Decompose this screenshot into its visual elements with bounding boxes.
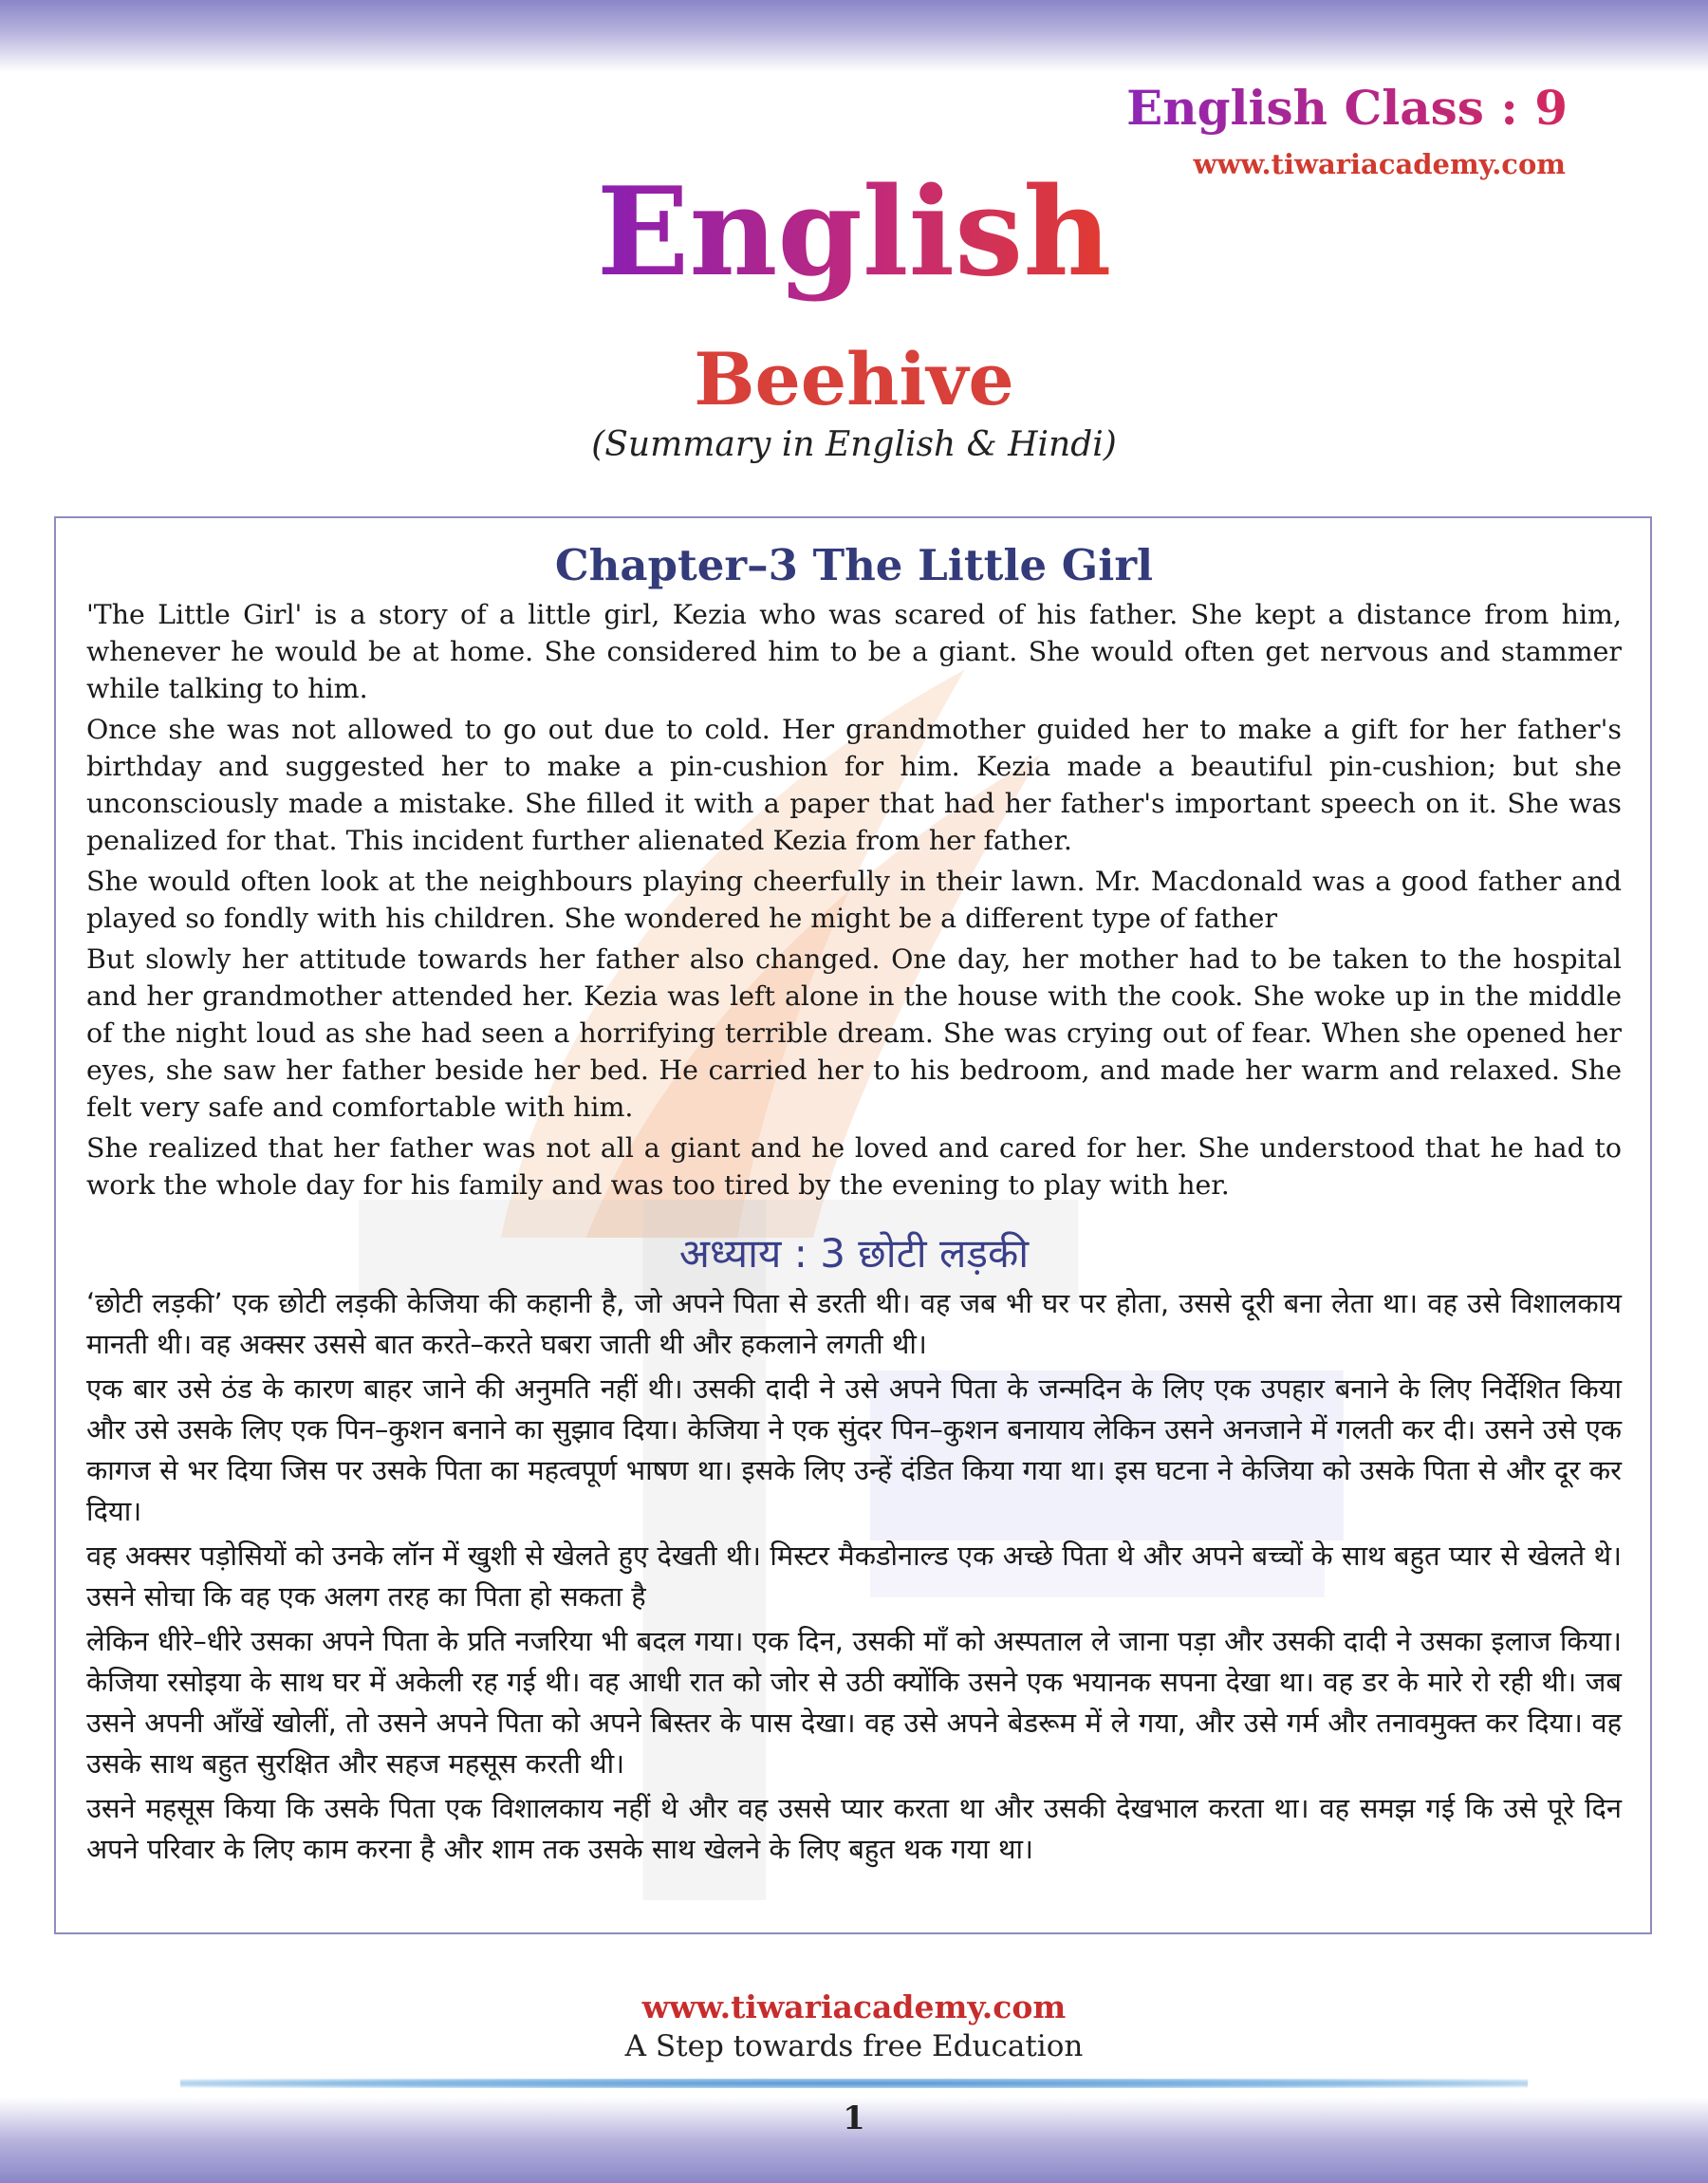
hindi-paragraph: वह अक्सर पड़ोसियों को उनके लॉन में खुशी से खेलते हुए देखती थी। मिस्टर मैकडोनाल्ड एक अच्छे पिता थे और अपने बच्चों के साथ बहुत प्यार से खेलते थे। उसने सोचा कि वह एक अलग तरह का पिता हो सकता है <box>86 1539 1622 1613</box>
page-number: 1 <box>843 2099 865 2137</box>
book-title: Beehive <box>694 337 1014 421</box>
subject-title-text: English <box>596 161 1112 304</box>
hindi-paragraph: लेकिन धीरे–धीरे उसका अपने पिता के प्रति नजरिया भी बदल गया। एक दिन, उसकी माँ को अस्पताल ले जाना पड़ा और उसकी दादी ने उसका इलाज किया। केजिया रसोइया के साथ घर में अकेली रह गई थी। वह आधी रात को जोर से उठी क्योंकि उसने एक भयानक सपना देखा था। वह डर के मारे रो रही थी। जब उसने अपनी आँखें खोलीं, तो उसने अपने पिता को अपने बिस्तर के पास देखा। वह उसे अपने बेडरूम में ले गया, और उसे गर्म और तनावमुक्त कर दिया। वह उसके साथ बहुत सुरक्षित और सहज महसूस करती थी। <box>86 1625 1622 1780</box>
summary-text-area <box>86 537 1622 1874</box>
class-label: English Class : 9 <box>1126 80 1568 136</box>
english-paragraph: She would often look at the neighbours playing cheerfully in their lawn. Mr. Macdonald was a good father and played so fondly with his children. She wondered he might be a different type of father <box>86 866 1622 934</box>
english-paragraph: But slowly her attitude towards her father also changed. One day, her mother had to be taken to the hospital and her grandmother attended her. Kezia was left alone in the house with the cook. She woke up in the middle of the night loud as she had seen a horrifying terrible dream. She was crying out of fear. When she opened her eyes, she saw her father beside her bed. He carried her to his bedroom, and made her warm and relaxed. She felt very safe and comfortable with him. <box>86 943 1622 1123</box>
hindi-paragraph: उसने महसूस किया कि उसके पिता एक विशालकाय नहीं थे और वह उससे प्यार करता था और उसकी देखभाल करता था। वह समझ गई कि उसे पूरे दिन अपने परिवार के लिए काम करना है और शाम तक उसके साथ खेलने के लिए बहुत थक गया था। <box>86 1792 1622 1865</box>
english-paragraph: She realized that her father was not all a giant and he loved and cared for her. She understood that he had to work the whole day for his family and was too tired by the evening to play with her. <box>86 1132 1622 1201</box>
footer-divider <box>180 2079 1528 2088</box>
summary-content-box <box>54 516 1652 1934</box>
subject-title <box>0 161 1708 304</box>
footer-tagline: A Step towards free Education <box>624 2029 1084 2063</box>
footer-website-link[interactable]: www.tiwariacademy.com <box>641 1988 1067 2025</box>
chapter-title: Chapter–3 The Little Girl <box>554 540 1154 590</box>
top-gradient-band <box>0 0 1708 72</box>
hindi-paragraph: एक बार उसे ठंड के कारण बाहर जाने की अनुमति नहीं थी। उसकी दादी ने उसे अपने पिता के जन्मदिन के लिए एक उपहार बनाने के लिए निर्देशित किया और उसे उसके लिए एक पिन–कुशन बनाने का सुझाव दिया। केजिया ने एक सुंदर पिन–कुशन बनायाय लेकिन उसने अनजाने में गलती कर दी। उसने उसे एक कागज से भर दिया जिस पर उसके पिता का महत्वपूर्ण भाषण था। इसके लिए उन्हें दंडित किया गया था। इस घटना ने केजिया को उसके पिता से और दूर कर दिया। <box>86 1372 1622 1527</box>
english-paragraph: Once she was not allowed to go out due to cold. Her grandmother guided her to make a gift for her father's birthday and suggested her to make a pin-cushion for him. Kezia made a beautiful pin-cushion; but she unconsciously made a mistake. She filled it with a paper that had her father's important speech on it. She was penalized for that. This incident further alienated Kezia from her father. <box>86 714 1622 856</box>
book-subtitle: (Summary in English & Hindi) <box>591 425 1117 464</box>
hindi-paragraph: ‘छोटी लड़की’ एक छोटी लड़की केजिया की कहानी है, जो अपने पिता से डरती थी। वह जब भी घर पर होता, उससे दूरी बना लेता था। वह उसे विशालकाय मानती थी। वह अक्सर उससे बात करते–करते घबरा जाती थी और हकलाने लगती थी। <box>86 1287 1622 1360</box>
english-paragraph: 'The Little Girl' is a story of a little girl, Kezia who was scared of his father. She kept a distance from him, whenever he would be at home. She considered him to be a giant. She would often get nervous and stammer while talking to him. <box>86 599 1622 704</box>
header-website-link[interactable]: www.tiwariacademy.com <box>1193 148 1566 180</box>
hindi-chapter-title: अध्याय : 3 छोटी लड़की <box>678 1230 1030 1277</box>
